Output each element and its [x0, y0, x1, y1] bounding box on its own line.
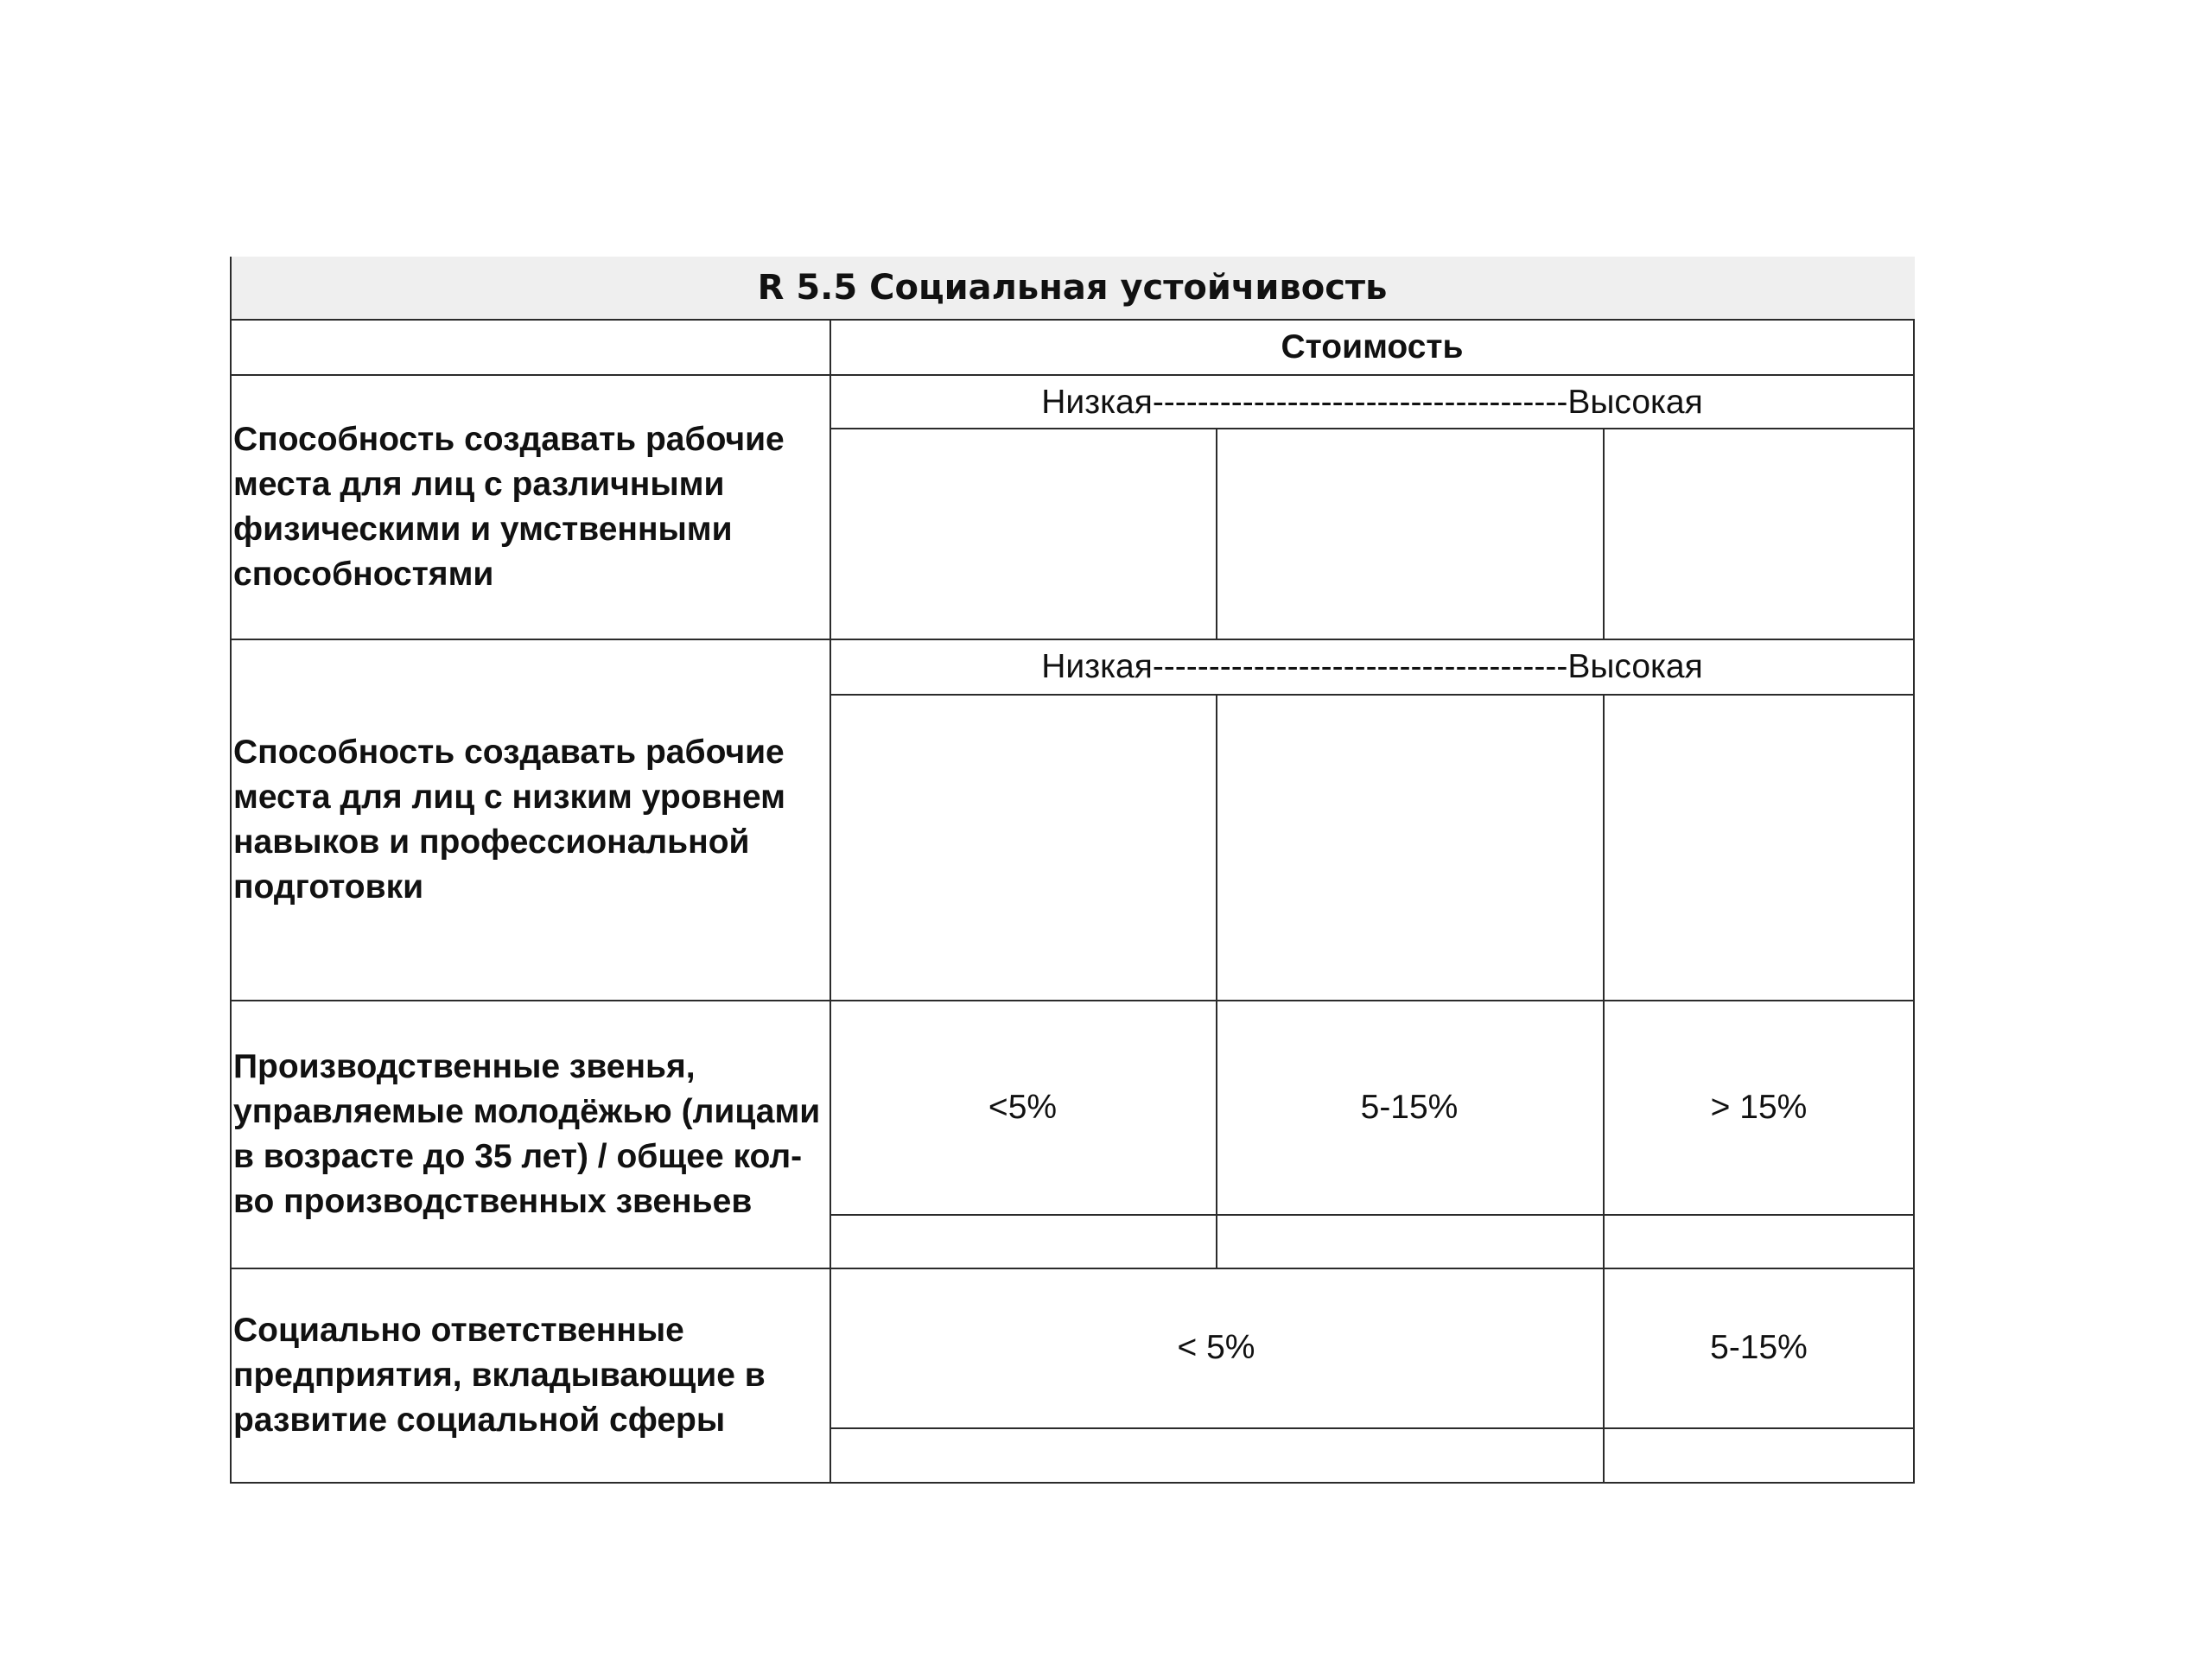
- hline: [830, 1427, 1915, 1429]
- vline: [230, 257, 232, 1484]
- scale-dashes: -------------------------------------: [1152, 384, 1568, 421]
- row-label-text: Социально ответственные предприятия, вкладывающие в развитие социальной сферы: [233, 1312, 766, 1439]
- hline: [830, 694, 1915, 696]
- hline: [230, 1482, 1915, 1484]
- row-label-text: Способность создавать рабочие места для лиц с низким уровнем навыков и профессиональной подготовки: [233, 734, 786, 906]
- scale-dashes: -------------------------------------: [1152, 648, 1568, 685]
- table-title: R 5.5 Социальная устойчивость: [230, 257, 1915, 319]
- hline: [830, 1214, 1915, 1216]
- cost-scale: [830, 376, 1915, 429]
- row-label-text: Производственные звенья, управляемые молодёжью (лицами в возрасте до 35 лет) / общее кол-во производственных звеньев: [233, 1048, 821, 1220]
- scale-low-label: Низкая: [1041, 384, 1153, 421]
- social-sustainability-table: [230, 257, 1915, 1484]
- scale-low-label: Низкая: [1041, 648, 1153, 685]
- cost-header: Стоимость: [1281, 327, 1464, 365]
- cost-scale: [830, 640, 1915, 694]
- row-label-low-skills: [233, 640, 830, 1000]
- value-cell: 5-15%: [1360, 1088, 1459, 1126]
- value-cell: < 5%: [1177, 1329, 1255, 1367]
- value-cell: 5-15%: [1710, 1329, 1808, 1367]
- scale-high-label: Высокая: [1567, 648, 1703, 685]
- vline: [1216, 428, 1217, 639]
- row-label-disabilities: [233, 376, 830, 639]
- row-label-youth-units: [233, 1001, 830, 1268]
- row-label-text: Способность создавать рабочие места для лиц с различными физическими и умственными способностями: [233, 421, 785, 593]
- row-label-social-enterprises: [233, 1269, 830, 1482]
- value-cell: <5%: [988, 1088, 1058, 1126]
- value-cell: > 15%: [1710, 1088, 1808, 1126]
- vline: [1603, 428, 1605, 639]
- scale-high-label: Высокая: [1567, 384, 1703, 421]
